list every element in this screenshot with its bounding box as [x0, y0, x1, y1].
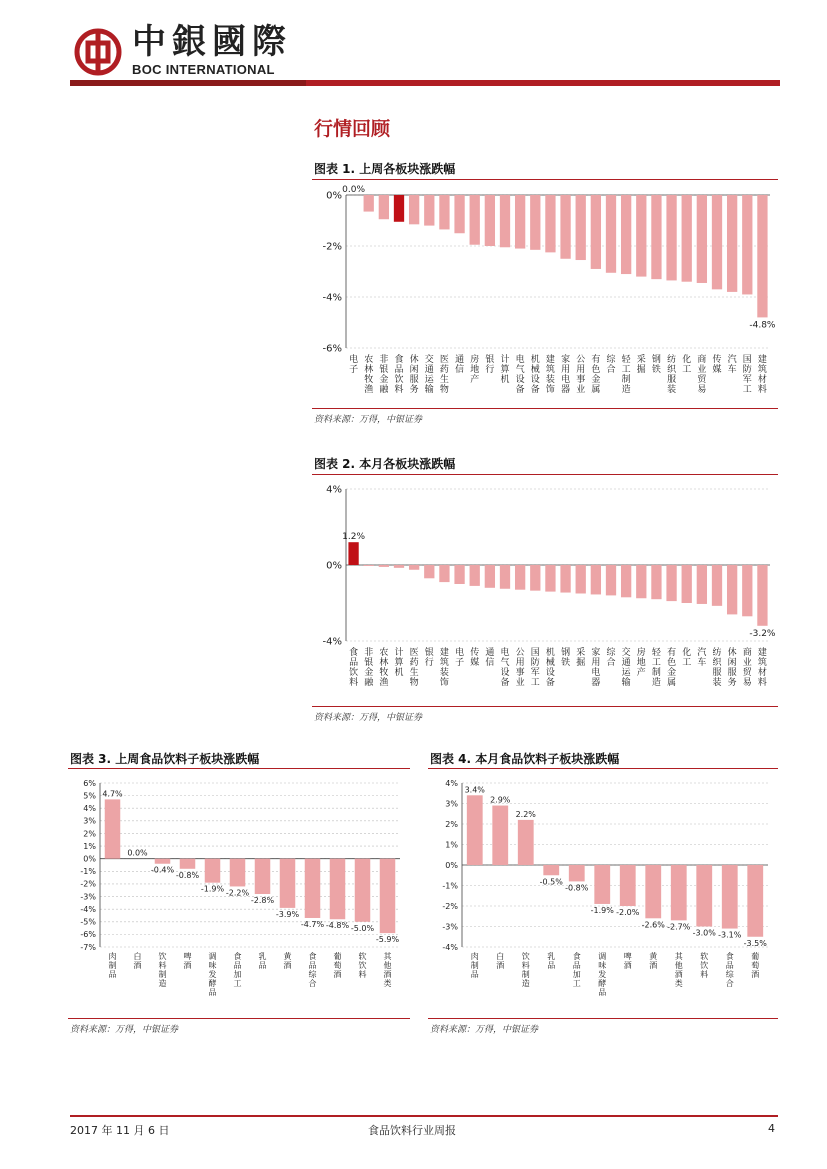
chart1-bar: [682, 195, 692, 282]
chart4-bar: [467, 795, 483, 865]
chart3-category-label: 黄酒: [283, 952, 292, 970]
chart1-bar: [515, 195, 525, 249]
chart2-category-label: 农林牧渔: [379, 648, 389, 688]
chart2-category-label: 传媒: [470, 648, 480, 668]
chart2-bar: [682, 565, 692, 603]
chart3-bar: [305, 859, 321, 918]
chart4-category-label: 食品加工: [572, 952, 581, 988]
chart4-bar: [722, 865, 738, 929]
chart1-title: 图表 1. 上周各板块涨跌幅: [314, 162, 456, 176]
chart3-category-label: 食品加工: [233, 952, 242, 988]
chart3-y-tick-label: 0%: [83, 854, 96, 864]
chart2-y-tick-label: -4%: [322, 636, 342, 648]
chart3-category-label: 啤酒: [183, 952, 192, 970]
chart2-bar: [470, 565, 480, 586]
chart1-category-label: 化工: [682, 355, 692, 375]
chart1-category-label: 交通运输: [424, 355, 434, 395]
chart2-bottom-rule: [312, 706, 778, 707]
chart1-bar: [530, 195, 540, 250]
chart4-category-label: 啤酒: [623, 952, 632, 970]
chart1-category-label: 国防军工: [742, 355, 752, 395]
chart4-data-label: 2.9%: [490, 795, 511, 805]
chart3-y-tick-label: -4%: [80, 904, 96, 914]
chart2-bar: [409, 565, 419, 570]
footer-report-name: 食品饮料行业周报: [368, 1124, 456, 1137]
chart3-data-label: -2.2%: [225, 888, 250, 898]
chart2-bar: [651, 565, 661, 599]
chart4-y-tick-label: 2%: [445, 819, 458, 829]
chart1-category-label: 纺织服装: [667, 355, 677, 395]
chart2-category-label: 食品饮料: [349, 648, 359, 688]
chart4-y-tick-label: 4%: [445, 778, 458, 788]
chart1-category-label: 建筑装饰: [545, 355, 555, 395]
chart1-category-label: 轻工制造: [621, 355, 631, 395]
chart1-category-label: 家用电器: [561, 355, 571, 395]
chart3-source: 资料来源：万得，中银证券: [70, 1025, 179, 1035]
chart1-category-label: 房地产: [470, 355, 480, 385]
chart1-bar: [697, 195, 707, 283]
chart1-y-tick-label: -4%: [322, 292, 342, 304]
chart4-data-label: -3.5%: [743, 938, 767, 948]
chart2-category-label: 商业贸易: [742, 648, 752, 688]
chart4-bar: [594, 865, 610, 904]
chart2-bar: [515, 565, 525, 590]
chart1-category-label: 银行: [485, 355, 495, 375]
chart4-bar: [518, 820, 534, 865]
chart1-bar: [485, 195, 495, 246]
chart2-category-label: 纺织服装: [712, 648, 722, 688]
chart3-y-tick-label: 3%: [83, 816, 96, 826]
chart2-title: 图表 2. 本月各板块涨跌幅: [314, 457, 456, 471]
footer-rule: [70, 1115, 778, 1117]
chart2-bar: [500, 565, 510, 589]
chart2-bar: [424, 565, 434, 578]
chart1-category-label: 食品饮料: [394, 355, 404, 395]
chart3-data-label: -1.9%: [200, 884, 225, 894]
chart1-category-label: 建筑材料: [757, 355, 767, 395]
chart3-bar: [280, 859, 296, 908]
chart2-plot: [312, 477, 778, 702]
chart4-category-label: 食品综合: [725, 952, 734, 988]
chart2-category-label: 有色金属: [667, 648, 677, 688]
chart1-bar: [454, 195, 464, 233]
chart1-bar: [439, 195, 449, 229]
chart4-plot: [428, 771, 778, 1013]
chart3-category-label: 软饮料: [358, 952, 367, 979]
chart4-y-tick-label: -3%: [442, 922, 458, 932]
chart1-bar: [560, 195, 570, 259]
chart4-category-label: 乳品: [547, 952, 556, 970]
chart4-data-label: -2.7%: [667, 922, 691, 932]
chart3-plot: [68, 771, 410, 1013]
chart3-category-label: 葡萄酒: [333, 952, 342, 979]
chart2-category-label: 家用电器: [591, 648, 601, 688]
chart1-bar: [470, 195, 480, 245]
chart1-bar: [394, 195, 404, 222]
chart2-category-label: 综合: [606, 648, 616, 668]
chart1-plot: [312, 182, 778, 404]
chart2-category-label: 轻工制造: [651, 648, 661, 688]
chart4-bar: [747, 865, 763, 937]
chart1-y-tick-label: -6%: [322, 343, 342, 355]
section-title: 行情回顾: [314, 118, 391, 140]
chart4-category-label: 黄酒: [649, 952, 658, 970]
chart4-y-tick-label: -2%: [442, 901, 458, 911]
chart1-bar: [636, 195, 646, 277]
chart4-bottom-rule: [428, 1018, 778, 1019]
chart1-category-label: 医药生物: [439, 355, 449, 395]
chart1-bar: [591, 195, 601, 269]
chart1-category-label: 非银金融: [379, 355, 389, 395]
chart1-category-label: 公用事业: [576, 355, 586, 395]
chart2-category-label: 交通运输: [621, 648, 631, 688]
chart2-category-label: 电气设备: [500, 648, 510, 688]
chart3-y-tick-label: 5%: [83, 791, 96, 801]
chart1-category-label: 汽车: [727, 355, 737, 375]
footer-date: 2017 年 11 月 6 日: [70, 1124, 170, 1137]
chart3-y-tick-label: -2%: [80, 879, 96, 889]
header-rule-red: [306, 80, 780, 86]
chart1-bar: [727, 195, 737, 292]
chart2-bar: [742, 565, 752, 616]
chart3-data-label: -0.4%: [150, 865, 175, 875]
chart2-bar: [394, 565, 404, 568]
chart3-y-tick-label: -7%: [80, 942, 96, 952]
chart3-bar: [330, 859, 346, 920]
chart2-bar: [712, 565, 722, 606]
chart2-category-label: 医药生物: [409, 648, 419, 688]
chart1-bar: [742, 195, 752, 294]
chart3-bar: [380, 859, 396, 933]
chart1-bar: [409, 195, 419, 224]
chart2-bar: [606, 565, 616, 595]
header-rule-dark: [70, 80, 306, 86]
chart4-bar: [645, 865, 661, 918]
chart4-data-label: -2.6%: [641, 920, 665, 930]
chart1-category-label: 机械设备: [530, 355, 540, 395]
chart1-bar: [500, 195, 510, 247]
chart1-category-label: 通信: [455, 355, 465, 375]
chart2-category-label: 非银金融: [364, 648, 374, 688]
logo-english-name: BOC INTERNATIONAL: [132, 62, 275, 77]
chart1-category-label: 钢铁: [651, 355, 661, 375]
chart1-y-tick-label: 0%: [326, 190, 342, 202]
chart1-bar: [424, 195, 434, 226]
chart1-category-label: 商业贸易: [697, 355, 707, 395]
chart2-data-label: -3.2%: [749, 628, 776, 639]
chart2-category-label: 钢铁: [561, 648, 571, 668]
chart3-data-label: -5.9%: [375, 935, 400, 945]
chart1-data-label: -4.8%: [749, 320, 776, 331]
chart1-source: 资料来源：万得，中银证券: [314, 415, 423, 425]
chart2-category-label: 公用事业: [515, 648, 525, 688]
chart2-data-label: 1.2%: [342, 532, 366, 543]
chart1-y-tick-label: -2%: [322, 241, 342, 253]
chart2-category-label: 国防军工: [530, 648, 540, 688]
chart1-category-label: 采掘: [636, 355, 646, 375]
chart1-bar: [576, 195, 586, 260]
chart3-bar: [205, 859, 221, 883]
chart2-category-label: 采掘: [576, 648, 586, 668]
chart1-category-label: 传媒: [712, 355, 722, 375]
chart2-top-rule: [312, 474, 778, 475]
chart2-bar: [757, 565, 767, 626]
chart3-category-label: 肉制品: [108, 952, 117, 979]
chart4-top-rule: [428, 768, 778, 769]
chart3-title: 图表 3. 上周食品饮料子板块涨跌幅: [70, 752, 260, 766]
chart1-bar: [379, 195, 389, 219]
chart2-bar: [560, 565, 570, 593]
chart1-category-label: 有色金属: [591, 355, 601, 395]
chart4-data-label: -1.9%: [590, 905, 614, 915]
chart1-bar: [364, 195, 374, 212]
chart2-category-label: 建筑材料: [757, 648, 767, 688]
chart1-bar: [712, 195, 722, 289]
chart3-category-label: 调味发酵品: [208, 952, 217, 997]
chart2-bar: [621, 565, 631, 597]
chart4-source: 资料来源：万得，中银证券: [430, 1025, 539, 1035]
chart4-category-label: 饮料制造: [521, 952, 530, 988]
chart4-category-label: 葡萄酒: [751, 952, 760, 979]
chart4-data-label: 2.2%: [515, 809, 536, 819]
chart4-bar: [696, 865, 712, 927]
chart4-data-label: -3.0%: [692, 928, 716, 938]
chart4-bar: [620, 865, 636, 906]
chart3-y-tick-label: -5%: [80, 917, 96, 927]
chart1-bar: [545, 195, 555, 252]
chart2-bar: [591, 565, 601, 594]
chart2-bar: [348, 542, 358, 565]
chart2-bar: [697, 565, 707, 604]
chart2-bar: [727, 565, 737, 614]
chart2-y-tick-label: 0%: [326, 560, 342, 572]
chart3-bar: [355, 859, 371, 922]
chart1-bar: [621, 195, 631, 274]
chart2-category-label: 机械设备: [545, 648, 555, 688]
chart2-bar: [636, 565, 646, 598]
chart2-category-label: 通信: [485, 648, 495, 668]
chart3-category-label: 食品综合: [308, 952, 317, 988]
chart3-top-rule: [68, 768, 410, 769]
chart1-top-rule: [312, 179, 778, 180]
chart4-bar: [569, 865, 585, 881]
chart3-y-tick-label: 2%: [83, 829, 96, 839]
chart3-data-label: 0.0%: [127, 848, 148, 858]
chart2-bar: [485, 565, 495, 588]
chart1-bar: [666, 195, 676, 280]
chart4-y-tick-label: -4%: [442, 942, 458, 952]
chart3-bar: [180, 859, 196, 869]
chart3-category-label: 乳品: [258, 952, 267, 970]
chart3-category-label: 其他酒类: [383, 952, 392, 988]
chart2-category-label: 化工: [682, 648, 692, 668]
chart3-y-tick-label: 1%: [83, 841, 96, 851]
chart2-category-label: 建筑装饰: [439, 648, 449, 688]
chart1-bar: [606, 195, 616, 273]
chart4-bar: [671, 865, 687, 920]
chart4-y-tick-label: -1%: [442, 881, 458, 891]
chart2-source: 资料来源：万得，中银证券: [314, 713, 423, 723]
chart2-bar: [666, 565, 676, 601]
chart3-data-label: -0.8%: [175, 870, 200, 880]
chart4-y-tick-label: 3%: [445, 799, 458, 809]
chart2-bar: [379, 565, 389, 567]
chart4-bar: [543, 865, 559, 875]
chart3-y-tick-label: -6%: [80, 930, 96, 940]
chart2-bar: [364, 565, 374, 566]
chart2-category-label: 银行: [424, 648, 434, 668]
chart3-bar: [230, 859, 246, 887]
chart1-category-label: 农林牧渔: [364, 355, 374, 395]
chart3-bar: [255, 859, 271, 894]
chart2-bar: [530, 565, 540, 591]
chart1-category-label: 综合: [606, 355, 616, 375]
chart3-y-tick-label: 6%: [83, 778, 96, 788]
chart2-bar: [454, 565, 464, 584]
chart4-category-label: 其他酒类: [674, 952, 683, 988]
chart4-title: 图表 4. 本月食品饮料子板块涨跌幅: [430, 752, 620, 766]
chart3-y-tick-label: -3%: [80, 892, 96, 902]
chart3-data-label: 4.7%: [102, 789, 123, 799]
chart3-category-label: 白酒: [133, 952, 142, 970]
chart4-y-tick-label: 1%: [445, 840, 458, 850]
chart4-data-label: -0.5%: [539, 877, 563, 887]
chart4-y-tick-label: 0%: [445, 860, 458, 870]
logo-chinese-name: 中銀國際: [132, 22, 292, 62]
chart4-category-label: 肉制品: [470, 952, 479, 979]
chart1-bar: [651, 195, 661, 279]
chart4-data-label: 3.4%: [464, 785, 485, 795]
chart3-y-tick-label: 4%: [83, 804, 96, 814]
chart2-y-tick-label: 4%: [326, 484, 342, 496]
chart1-bar: [757, 195, 767, 317]
chart4-category-label: 调味发酵品: [598, 952, 607, 997]
chart1-bottom-rule: [312, 408, 778, 409]
chart3-category-label: 饮料制造: [158, 952, 167, 988]
chart3-data-label: -3.9%: [275, 909, 300, 919]
chart2-category-label: 汽车: [697, 648, 707, 668]
chart3-data-label: -5.0%: [350, 923, 375, 933]
chart1-category-label: 电气设备: [515, 355, 525, 395]
chart4-bar: [492, 806, 508, 865]
chart3-data-label: -4.8%: [325, 921, 350, 931]
footer-page-number: 4: [768, 1122, 775, 1135]
chart1-category-label: 计算机: [500, 355, 510, 385]
chart3-data-label: -4.7%: [300, 919, 325, 929]
chart4-data-label: -3.1%: [718, 930, 742, 940]
boc-logo-icon: [74, 28, 122, 76]
chart4-data-label: -0.8%: [565, 883, 589, 893]
chart2-category-label: 房地产: [636, 648, 646, 678]
chart4-category-label: 软饮料: [700, 952, 709, 979]
chart1-data-label: 0.0%: [342, 185, 366, 195]
chart2-category-label: 休闲服务: [727, 648, 737, 688]
chart2-category-label: 计算机: [394, 648, 404, 678]
chart4-category-label: 白酒: [496, 952, 505, 970]
chart3-y-tick-label: -1%: [80, 867, 96, 877]
chart4-data-label: -2.0%: [616, 908, 640, 917]
chart1-category-label: 电子: [349, 355, 359, 375]
chart2-category-label: 电子: [455, 648, 465, 668]
chart2-bar: [545, 565, 555, 592]
chart3-data-label: -2.8%: [250, 896, 275, 906]
chart2-bar: [576, 565, 586, 594]
chart3-bar: [155, 859, 171, 864]
chart3-bottom-rule: [68, 1018, 410, 1019]
chart2-bar: [439, 565, 449, 582]
chart1-category-label: 休闲服务: [409, 355, 419, 395]
chart3-bar: [105, 799, 121, 858]
